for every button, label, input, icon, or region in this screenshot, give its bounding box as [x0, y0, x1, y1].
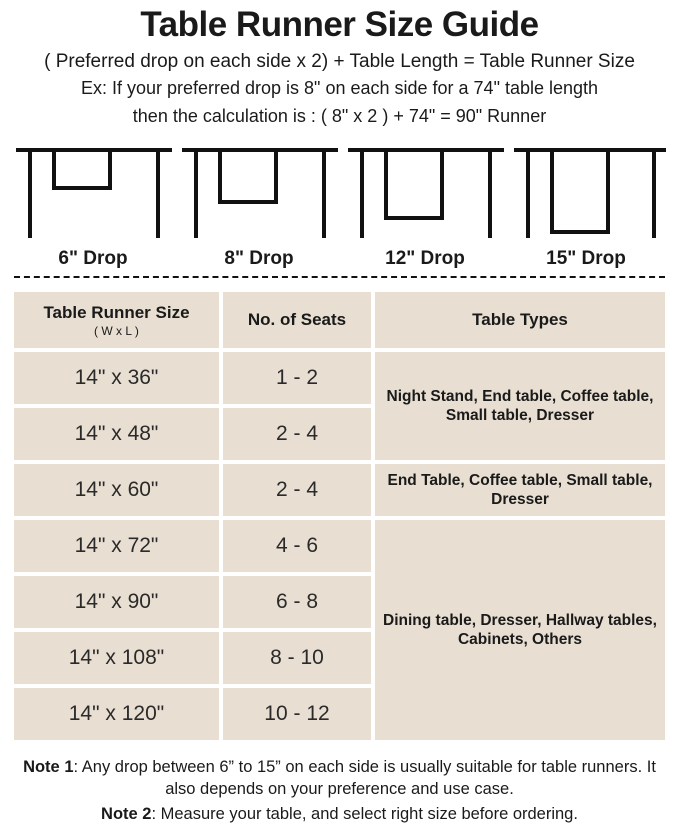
example-line-2: then the calculation is : ( 8" x 2 ) + 74" = 90" Runner	[132, 105, 547, 126]
cell-seats: 2 - 4	[223, 408, 371, 460]
infographic-page	[0, 6, 679, 832]
drop-label-15: 15" Drop	[546, 248, 626, 270]
header-runner-size	[14, 292, 219, 348]
header-runner-size-label: Table Runner Size	[43, 302, 190, 322]
example-line-1: Ex: If your preferred drop is 8" on each side for a 74" table length	[80, 78, 599, 99]
formula-line: ( Preferred drop on each side x 2) + Table Length = Table Runner Size	[44, 50, 635, 72]
cell-seats: 1 - 2	[223, 352, 371, 404]
header-seats: No. of Seats	[223, 292, 371, 348]
cell-size: 14" x 36"	[14, 352, 219, 404]
note-1	[10, 756, 669, 801]
dashed-divider	[14, 276, 665, 278]
size-guide-table	[10, 288, 669, 744]
notes-section	[10, 756, 669, 825]
drop-label-6: 6" Drop	[58, 248, 128, 270]
cell-size: 14" x 108"	[14, 632, 219, 684]
note-2	[10, 803, 669, 825]
cell-size: 14" x 48"	[14, 408, 219, 460]
drop-label-8: 8" Drop	[224, 248, 294, 270]
cell-size: 14" x 60"	[14, 464, 219, 516]
cell-seats: 2 - 4	[223, 464, 371, 516]
cell-seats: 10 - 12	[223, 688, 371, 740]
cell-table-types: Dining table, Dresser, Hallway tables, Cabinets, Others	[375, 520, 665, 740]
note-2-label: Note 2	[101, 804, 152, 823]
cell-seats: 4 - 6	[223, 520, 371, 572]
cell-size: 14" x 90"	[14, 576, 219, 628]
cell-seats: 6 - 8	[223, 576, 371, 628]
cell-table-types: Night Stand, End table, Coffee table, Small table, Dresser	[375, 352, 665, 460]
cell-size: 14" x 72"	[14, 520, 219, 572]
header-runner-size-sub: ( W x L )	[94, 323, 139, 338]
cell-size: 14" x 120"	[14, 688, 219, 740]
table-row	[14, 352, 665, 404]
cell-table-types: End Table, Coffee table, Small table, Dresser	[375, 464, 665, 516]
table-header-row	[14, 292, 665, 348]
header-table-types: Table Types	[375, 292, 665, 348]
note-1-label: Note 1	[23, 758, 74, 777]
note-2-text: : Measure your table, and select right size before ordering.	[151, 804, 578, 823]
note-1-text: : Any drop between 6” to 15” on each side is usually suitable for table runners. It also depends on your preference and use case.	[73, 758, 656, 799]
cell-seats: 8 - 10	[223, 632, 371, 684]
page-title: Table Runner Size Guide	[140, 5, 539, 44]
drop-diagram	[10, 138, 669, 246]
table-row	[14, 464, 665, 516]
table-row	[14, 520, 665, 572]
drop-label-12: 12" Drop	[385, 248, 465, 270]
drop-label-row	[10, 248, 669, 270]
